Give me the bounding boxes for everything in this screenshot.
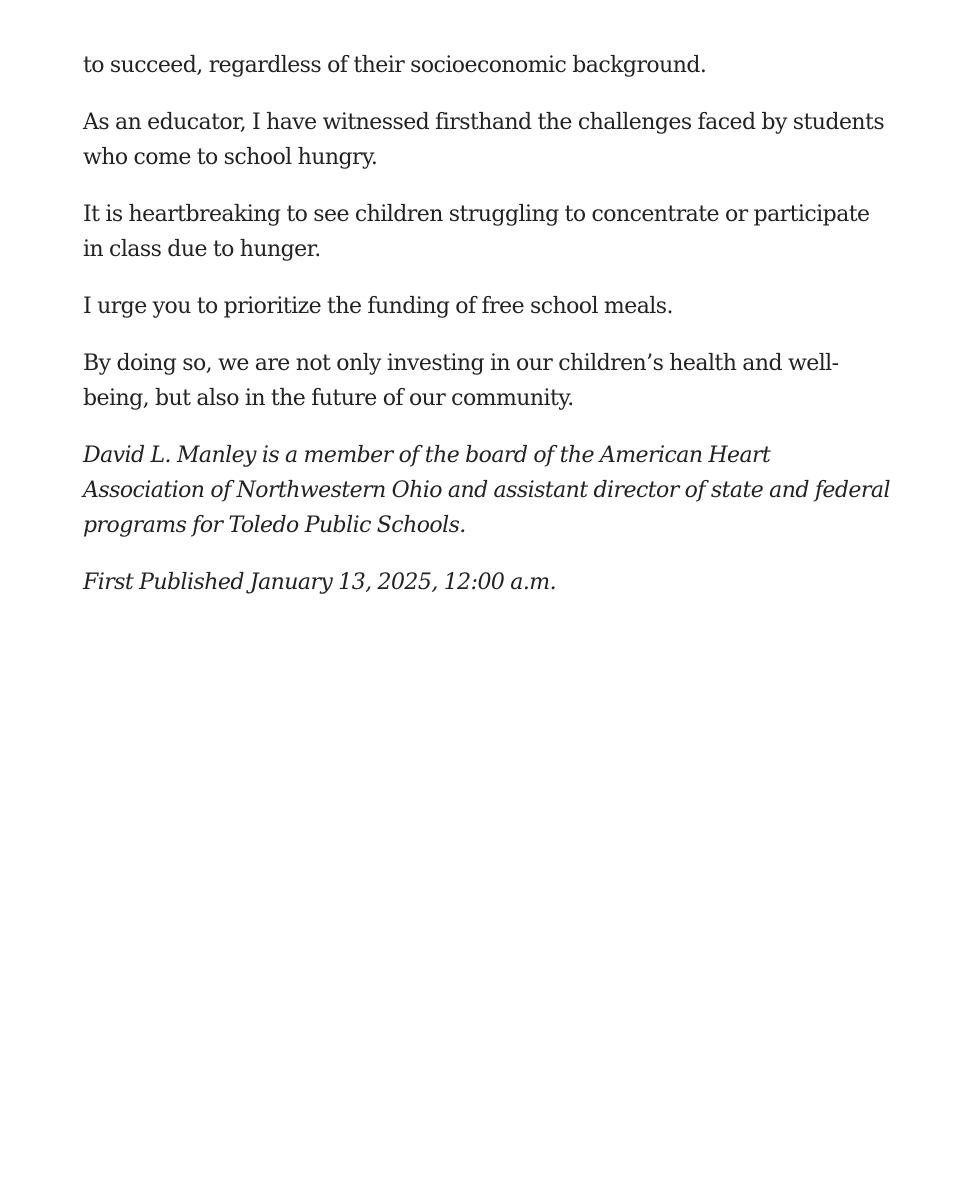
article-body <box>83 48 893 622</box>
author-bio: David L. Manley is a member of the board of the American Heart Association of Northwestern Ohio and assistant director of state and federal programs for Toledo Public Schools. <box>83 443 890 538</box>
article-paragraph: By doing so, we are not only investing in our children’s health and well-being, but also in the future of our community. <box>83 351 839 411</box>
article-paragraph: I urge you to prioritize the funding of free school meals. <box>83 294 673 319</box>
article-paragraph: As an educator, I have witnessed firsthand the challenges faced by students who come to school hungry. <box>83 110 885 170</box>
published-date: First Published January 13, 2025, 12:00 a.m. <box>83 570 557 595</box>
article-paragraph: It is heartbreaking to see children struggling to concentrate or participate in class due to hunger. <box>83 202 870 262</box>
article-paragraph: to succeed, regardless of their socioeconomic background. <box>83 53 707 78</box>
